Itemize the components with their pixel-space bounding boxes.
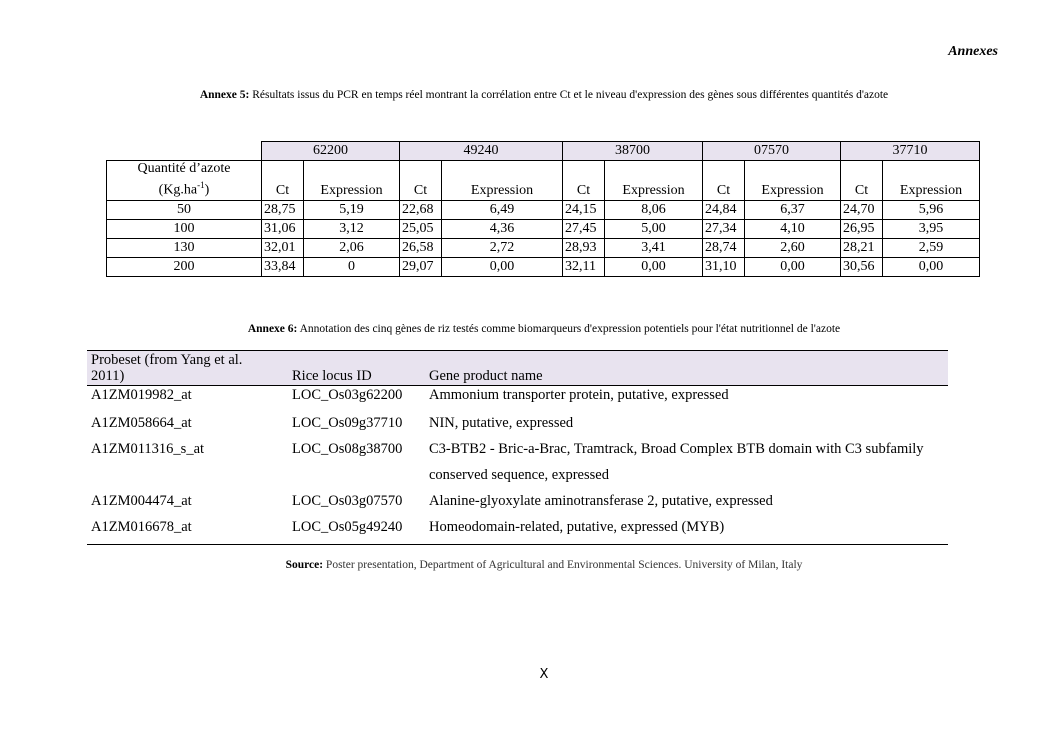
ct-cell: 25,05 xyxy=(400,219,442,238)
source-text: Poster presentation, Department of Agricultural and Environmental Sciences. University of Milan, Italy xyxy=(323,559,803,571)
table-row xyxy=(107,219,980,238)
unit-suffix: ) xyxy=(204,182,210,198)
expression-cell: 0,00 xyxy=(442,257,563,276)
product-cell: Homeodomain-related, putative, expressed (MYB) xyxy=(425,514,948,545)
locus-header: Rice locus ID xyxy=(288,351,425,386)
gene-header: 62200 xyxy=(262,142,400,161)
ct-cell: 33,84 xyxy=(262,257,304,276)
locus-cell: LOC_Os09g37710 xyxy=(292,415,403,431)
gene-header: 38700 xyxy=(563,142,703,161)
expression-header: Expression xyxy=(883,161,980,201)
ct-cell: 24,70 xyxy=(841,200,883,219)
expression-cell: 0,00 xyxy=(605,257,703,276)
quantity-header xyxy=(107,161,262,201)
product-cell: C3-BTB2 - Bric-a-Brac, Tramtrack, Broad Complex BTB domain with C3 subfamily conserved sequence, expressed xyxy=(429,441,924,483)
quantity-cell: 50 xyxy=(107,200,262,219)
expression-header: Expression xyxy=(442,161,563,201)
table-row xyxy=(107,200,980,219)
expression-cell: 5,96 xyxy=(883,200,980,219)
gene-header: 37710 xyxy=(841,142,980,161)
table-row xyxy=(87,488,948,514)
page-number: X xyxy=(539,667,549,682)
probeset-cell: A1ZM004474_at xyxy=(91,493,192,509)
annex5-caption-text: Résultats issus du PCR en temps réel montrant la corrélation entre Ct et le niveau d'expression des gènes sous différentes quantités d'azote xyxy=(249,89,889,101)
expression-cell: 4,10 xyxy=(745,219,841,238)
table-row xyxy=(87,436,948,488)
quantity-cell: 130 xyxy=(107,238,262,257)
blank-cell xyxy=(107,142,262,161)
source-label: Source: xyxy=(285,559,324,571)
locus-cell: LOC_Os05g49240 xyxy=(288,514,425,545)
quantity-label: Quantité d’azote xyxy=(137,161,231,176)
ct-cell: 26,58 xyxy=(400,238,442,257)
ct-cell: 24,84 xyxy=(703,200,745,219)
expression-header: Expression xyxy=(745,161,841,201)
expression-header: Expression xyxy=(605,161,703,201)
ct-cell: 31,06 xyxy=(262,219,304,238)
annex6-label: Annexe 6: xyxy=(247,323,298,335)
ct-cell: 32,11 xyxy=(563,257,605,276)
table-row xyxy=(87,514,948,545)
gene-header-row xyxy=(107,142,980,161)
ct-cell: 32,01 xyxy=(262,238,304,257)
ct-header: Ct xyxy=(262,161,304,201)
ct-cell: 27,45 xyxy=(563,219,605,238)
product-header: Gene product name xyxy=(425,351,948,386)
ct-header: Ct xyxy=(400,161,442,201)
ct-cell: 28,74 xyxy=(703,238,745,257)
locus-cell: LOC_Os08g38700 xyxy=(292,441,403,457)
subheader-row xyxy=(107,161,980,201)
expression-cell: 3,41 xyxy=(605,238,703,257)
expression-cell: 5,19 xyxy=(304,200,400,219)
probeset-header: Probeset (from Yang et al. 2011) xyxy=(87,351,288,386)
unit-exponent: -1 xyxy=(197,180,205,190)
pcr-results-table xyxy=(106,141,980,277)
ct-cell: 28,75 xyxy=(262,200,304,219)
ct-cell: 27,34 xyxy=(703,219,745,238)
probeset-cell: A1ZM058664_at xyxy=(91,415,192,431)
expression-cell: 0,00 xyxy=(883,257,980,276)
product-cell: Alanine-glyoxylate aminotransferase 2, putative, expressed xyxy=(429,493,773,509)
source-note xyxy=(0,559,1053,571)
ct-cell: 28,21 xyxy=(841,238,883,257)
ct-cell: 30,56 xyxy=(841,257,883,276)
ct-cell: 24,15 xyxy=(563,200,605,219)
expression-cell: 5,00 xyxy=(605,219,703,238)
expression-cell: 0 xyxy=(304,257,400,276)
probeset-cell: A1ZM019982_at xyxy=(91,387,192,403)
annex5-caption xyxy=(0,89,1053,101)
product-cell: Ammonium transporter protein, putative, expressed xyxy=(429,387,729,403)
expression-cell: 3,12 xyxy=(304,219,400,238)
header-row xyxy=(87,351,948,386)
gene-header: 07570 xyxy=(703,142,841,161)
ct-cell: 31,10 xyxy=(703,257,745,276)
product-cell: NIN, putative, expressed xyxy=(429,415,574,431)
expression-cell: 2,60 xyxy=(745,238,841,257)
annex5-label: Annexe 5: xyxy=(199,89,250,101)
ct-cell: 22,68 xyxy=(400,200,442,219)
table-row xyxy=(107,257,980,276)
expression-cell: 3,95 xyxy=(883,219,980,238)
annex6-caption xyxy=(0,323,1053,335)
ct-header: Ct xyxy=(703,161,745,201)
expression-cell: 0,00 xyxy=(745,257,841,276)
locus-cell: LOC_Os03g62200 xyxy=(292,387,403,403)
ct-cell: 29,07 xyxy=(400,257,442,276)
expression-cell: 4,36 xyxy=(442,219,563,238)
ct-cell: 28,93 xyxy=(563,238,605,257)
quantity-cell: 100 xyxy=(107,219,262,238)
section-header: Annexes xyxy=(948,44,998,59)
quantity-cell: 200 xyxy=(107,257,262,276)
gene-annotation-table xyxy=(87,350,948,545)
expression-cell: 2,72 xyxy=(442,238,563,257)
expression-cell: 2,06 xyxy=(304,238,400,257)
probeset-cell: A1ZM016678_at xyxy=(87,514,288,545)
expression-cell: 8,06 xyxy=(605,200,703,219)
expression-cell: 6,37 xyxy=(745,200,841,219)
annex6-caption-text: Annotation des cinq gènes de riz testés comme biomarqueurs d'expression potentiels pour l'état nutritionnel de l'azote xyxy=(297,323,841,335)
expression-header: Expression xyxy=(304,161,400,201)
expression-cell: 6,49 xyxy=(442,200,563,219)
ct-header: Ct xyxy=(841,161,883,201)
gene-header: 49240 xyxy=(400,142,563,161)
table-row xyxy=(107,238,980,257)
unit-prefix: (Kg.ha xyxy=(158,182,198,198)
expression-cell: 2,59 xyxy=(883,238,980,257)
probeset-cell: A1ZM011316_s_at xyxy=(91,441,205,457)
table-row xyxy=(87,386,948,411)
ct-cell: 26,95 xyxy=(841,219,883,238)
ct-header: Ct xyxy=(563,161,605,201)
locus-cell: LOC_Os03g07570 xyxy=(292,493,403,509)
table-row xyxy=(87,410,948,436)
